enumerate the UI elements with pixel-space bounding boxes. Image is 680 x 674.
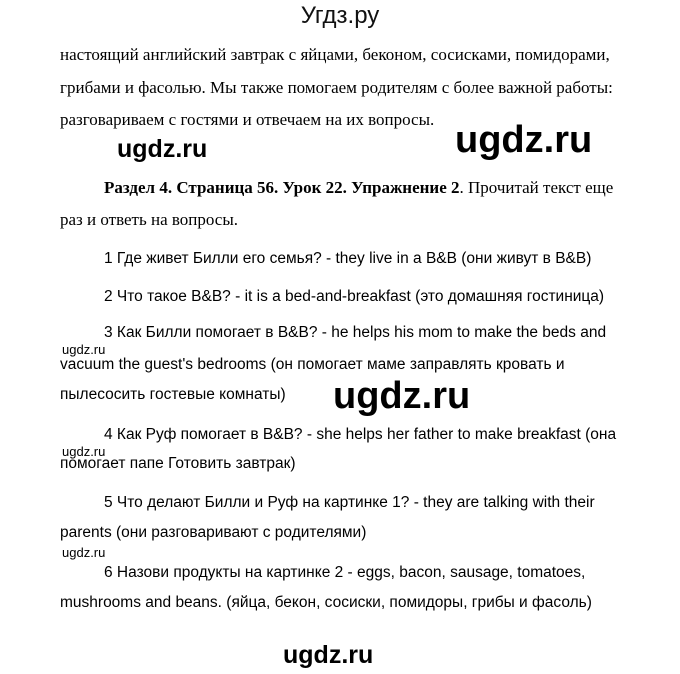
- answer-3-line-2: vacuum the guest's bedrooms (он помогает маме заправлять кровать и: [60, 356, 565, 373]
- answer-5-line-2: parents (они разговаривают с родителями): [60, 524, 367, 541]
- answer-3-line-1: 3 Как Билли помогает в B&B? - he helps his mom to make the beds and: [104, 324, 607, 341]
- watermark: ugdz.ru: [62, 444, 106, 459]
- answer-4-line-2: помогает папе Готовить завтрак): [60, 455, 296, 472]
- site-title: Угдз.ру: [300, 2, 380, 29]
- watermark: ugdz.ru: [283, 641, 374, 669]
- answer-3-line-3: пылесосить гостевые комнаты): [60, 386, 286, 403]
- watermark: ugdz.ru: [117, 135, 208, 163]
- answer-2-line-1: 2 Что такое B&B? - it is a bed-and-breakfast (это домашняя гостиница): [104, 288, 605, 305]
- watermark: ugdz.ru: [333, 375, 471, 417]
- exercise-heading-line: [104, 178, 613, 198]
- answer-6-line-1: 6 Назови продукты на картинке 2 - eggs, bacon, sausage, tomatoes,: [104, 564, 586, 581]
- answer-6-line-2: mushrooms and beans. (яйца, бекон, сосиски, помидоры, грибы и фасоль): [60, 594, 592, 611]
- answer-5-line-1: 5 Что делают Билли и Руф на картинке 1? - they are talking with their: [104, 494, 595, 511]
- watermark: ugdz.ru: [455, 119, 593, 161]
- answer-4-line-1: 4 Как Руф помогает в B&B? - she helps her father to make breakfast (она: [104, 426, 617, 443]
- exercise-instruction: . Прочитай текст еще: [459, 178, 614, 197]
- intro-line-1: настоящий английский завтрак с яйцами, беконом, сосисками, помидорами,: [60, 45, 610, 64]
- answer-1-line-1: 1 Где живет Билли его семья? - they live in a B&B (они живут в B&B): [104, 250, 592, 267]
- watermark: ugdz.ru: [62, 342, 106, 357]
- intro-line-2: грибами и фасолью. Мы также помогаем родителям с более важной работы:: [60, 78, 613, 97]
- exercise-instruction-line-2: раз и ответь на вопросы.: [60, 210, 239, 229]
- intro-line-3: разговариваем с гостями и отвечаем на их вопросы.: [60, 110, 435, 129]
- watermark: ugdz.ru: [62, 545, 106, 560]
- exercise-heading: Раздел 4. Страница 56. Урок 22. Упражнение 2: [104, 178, 460, 197]
